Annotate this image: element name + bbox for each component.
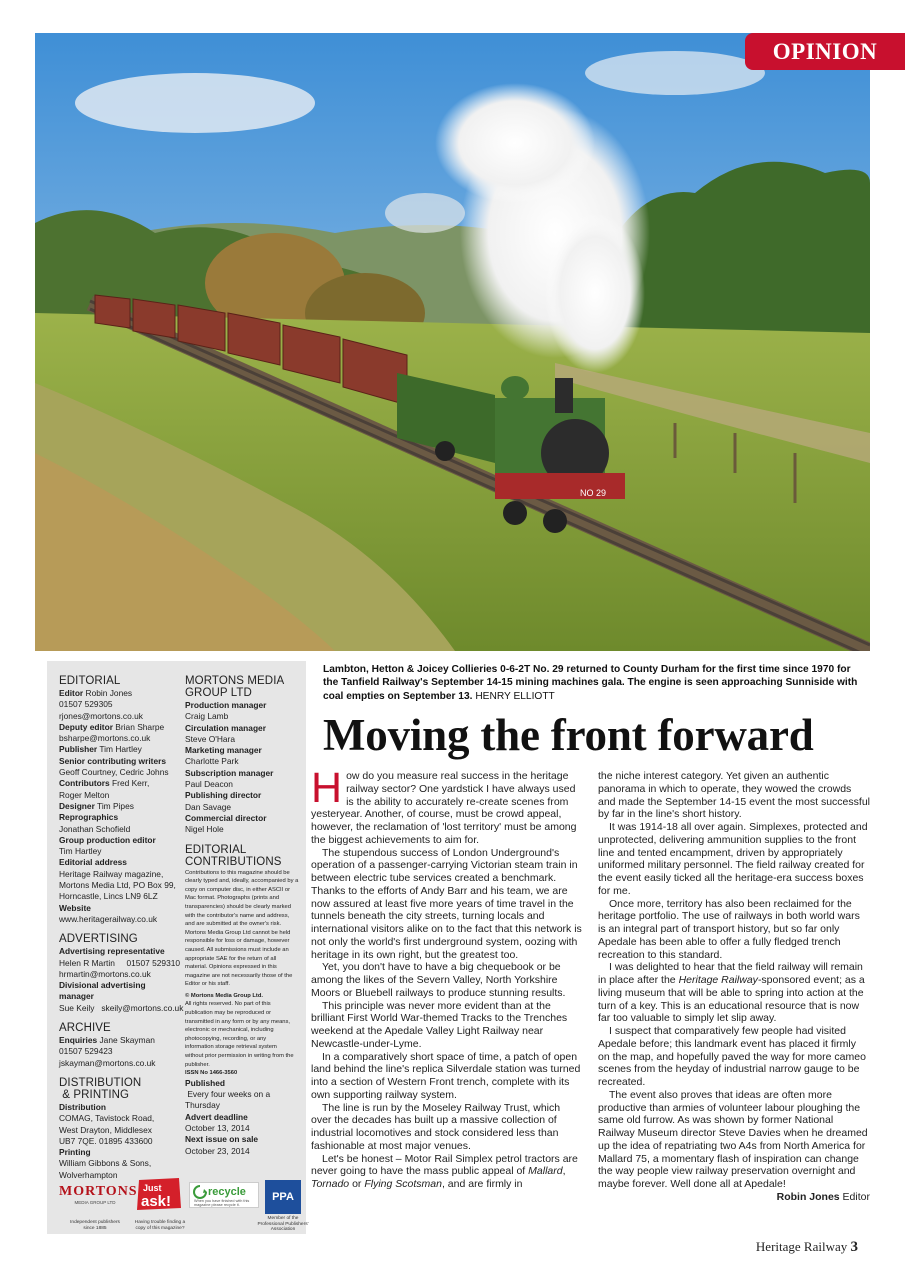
mortons-logo xyxy=(59,1184,138,1205)
masthead-line xyxy=(59,824,181,835)
masthead-value: October 23, 2014 xyxy=(185,1145,250,1156)
contributions-heading xyxy=(185,844,303,868)
masthead-label: Designer xyxy=(59,800,95,811)
masthead-label: Website xyxy=(59,902,91,913)
masthead-value: Horncastle, Lincs LN9 6LZ xyxy=(59,891,158,902)
col2-p4-magazine: Heritage Railway xyxy=(678,974,758,986)
masthead-value: Nigel Hole xyxy=(185,824,224,835)
masthead-line xyxy=(185,1146,303,1157)
masthead-line xyxy=(59,869,181,880)
masthead-value: Roger Melton xyxy=(59,789,110,800)
col1-last-tornado: Tornado xyxy=(311,1178,350,1190)
publisher-logos xyxy=(59,1178,309,1233)
editorial-lines xyxy=(59,688,181,925)
just-ask-tagline xyxy=(133,1220,187,1231)
masthead-value: Wolverhampton xyxy=(59,1169,118,1180)
small-print-line: Contributions to this magazine should be xyxy=(185,869,290,876)
masthead-value: Jane Skayman xyxy=(97,1035,155,1046)
masthead-line xyxy=(185,745,303,756)
ppa-tagline-1: Member of the xyxy=(267,1216,299,1221)
masthead-value: Paul Deacon xyxy=(185,779,233,790)
small-print-line: with the contributor's name and address, xyxy=(185,912,290,919)
page-number: 3 xyxy=(850,1239,858,1255)
mortons-tagline xyxy=(59,1220,131,1231)
small-print-line: transmitted in any form or by any means, xyxy=(185,1018,291,1025)
col2-p4-b: -sponsored event; as a living museum that will be able to spring into action at the turn of a key. This is an educational resource that is now far too valuable to simply let slip away. xyxy=(598,974,865,1025)
mortons-logo-sub: MEDIA GROUP LTD xyxy=(74,1200,116,1205)
small-print-line: responsible for loss or damage, however xyxy=(185,938,290,945)
masthead-label: Publishing director xyxy=(185,790,262,801)
small-print-line: caused. All submissions must include an xyxy=(185,946,289,953)
masthead-line xyxy=(59,980,181,991)
masthead-line xyxy=(185,1112,303,1123)
masthead-line xyxy=(185,723,303,734)
masthead-line xyxy=(59,1058,181,1069)
masthead-line xyxy=(185,824,303,835)
masthead-label: manager xyxy=(59,991,94,1002)
magazine-name: Heritage Railway xyxy=(755,1239,848,1254)
section-tab-opinion: OPINION xyxy=(745,33,905,70)
masthead-line xyxy=(59,688,181,699)
masthead-label: Marketing manager xyxy=(185,745,262,756)
masthead-value: COMAG, Tavistock Road, xyxy=(59,1113,155,1124)
masthead-label: Commercial director xyxy=(185,812,267,823)
author-name: Robin Jones xyxy=(776,1190,840,1203)
small-print-line: publisher. xyxy=(185,1061,210,1068)
issn: ISSN No 1466-3560 xyxy=(185,1070,238,1077)
small-print-line: information storage retrieval system xyxy=(185,1044,277,1051)
ppa-tagline-2: Professional Publishers' xyxy=(257,1221,309,1227)
article-column-2 xyxy=(598,770,870,1204)
masthead-value: Thursday xyxy=(185,1100,220,1111)
small-print-line: clearly typed and, ideally, accompanied by a xyxy=(185,878,299,885)
masthead-line xyxy=(59,1102,181,1113)
masthead-line xyxy=(59,991,181,1002)
recycle-logo xyxy=(189,1182,259,1208)
article-paragraph: It was 1914-18 all over again. Simplexes, protected and unprotected, delivering ammunition supplies to the front line and tented encampment, driven by appropriately uniformed military personnel. The field railway created for the event easily ticked all the heritage-era success boxes for me. xyxy=(598,821,868,897)
masthead-value: hrmartin@mortons.co.uk xyxy=(59,968,151,979)
masthead-value: Craig Lamb xyxy=(185,711,229,722)
masthead-value: Tim Hartley xyxy=(59,846,102,857)
masthead-sidebar xyxy=(47,661,309,1234)
masthead-line xyxy=(59,846,181,857)
masthead-line xyxy=(59,857,181,868)
article-paragraph: Yet, you don't have to have a big chequebook or be among the likes of the Severn Valley, North Yorkshire Moors or Bluebell railways to produce stunning results. xyxy=(311,961,566,999)
photo-caption xyxy=(323,663,863,703)
masthead-line xyxy=(59,711,181,722)
masthead-value: bsharpe@mortons.co.uk xyxy=(59,733,151,744)
distribution-heading-line-1: DISTRIBUTION xyxy=(59,1076,142,1089)
small-print-line: without prior permission in writing from the xyxy=(185,1053,294,1060)
masthead-value: Mortons Media Ltd, PO Box 99, xyxy=(59,880,176,891)
masthead-label: Production manager xyxy=(185,700,267,710)
small-print-line: Mortons Media Group Ltd cannot be held xyxy=(185,929,291,936)
contributions-heading-line-1: EDITORIAL xyxy=(185,843,247,856)
contributions-policy xyxy=(185,869,303,989)
mortons-tagline-1: Independent publishers xyxy=(70,1220,120,1225)
masthead-line xyxy=(59,891,181,902)
group-heading-line-2: GROUP LTD xyxy=(185,687,252,699)
masthead-value: www.heritagerailway.co.uk xyxy=(59,913,158,924)
masthead-label: Advert deadline xyxy=(185,1111,248,1122)
masthead-line xyxy=(59,914,181,925)
masthead-value: Every four weeks on a xyxy=(185,1089,271,1100)
just-ask-tagline-2: copy of this magazine? xyxy=(135,1225,185,1231)
masthead-value: Tim Pipes xyxy=(94,800,134,811)
masthead-label: Divisional advertising xyxy=(59,980,146,991)
masthead-label: Printing xyxy=(59,1147,91,1158)
sidebar-left-column xyxy=(59,667,184,1181)
masthead-line xyxy=(59,733,181,744)
masthead-line xyxy=(59,880,181,891)
masthead-line xyxy=(59,790,181,801)
column-2-first-paragraph: the niche interest category. Yet given an authentic panorama in which to operate, they wowed the crowds and made the September 14-15 event the most successful by far in the line's short history. xyxy=(598,770,870,821)
masthead-line xyxy=(59,756,181,767)
masthead-line xyxy=(59,958,181,969)
masthead-value: rjones@mortons.co.uk xyxy=(59,710,143,721)
group-heading xyxy=(185,675,303,699)
small-print-line: copy on computer disc, in either ASCII or xyxy=(185,886,291,893)
masthead-value: 01507 529423 xyxy=(59,1046,113,1057)
ppa-tagline xyxy=(255,1216,311,1233)
masthead-line xyxy=(59,1125,181,1136)
masthead-value: West Drayton, Middlesex xyxy=(59,1124,152,1135)
small-print-line: Mac format. Photographs (prints and xyxy=(185,895,280,902)
masthead-line xyxy=(59,1035,181,1046)
masthead-line xyxy=(59,744,181,755)
contributions-heading-line-2: CONTRIBUTIONS xyxy=(185,855,282,868)
masthead-line xyxy=(185,802,303,813)
recycle-logo-text: recycle xyxy=(208,1186,246,1198)
author-signature xyxy=(598,1191,870,1204)
masthead-label: Enquiries xyxy=(59,1035,98,1046)
copyright-notice: © Mortons Media Group Ltd. xyxy=(185,992,264,999)
small-print-line: magazine are not necessarily those of the xyxy=(185,972,293,979)
article-headline: Moving the front forward xyxy=(323,710,814,760)
advertising-heading: ADVERTISING xyxy=(59,933,138,946)
masthead-label: Advertising representative xyxy=(59,946,165,957)
small-print-line: All rights reserved. No part of this xyxy=(185,1001,271,1008)
masthead-line xyxy=(59,969,181,980)
masthead-value: Geoff Courtney, Cedric Johns xyxy=(59,767,169,778)
steam-locomotive-photo-icon xyxy=(35,33,870,651)
photo-credit: HENRY ELLIOTT xyxy=(472,690,555,702)
masthead-label: Next issue on sale xyxy=(185,1134,259,1145)
masthead-line xyxy=(185,779,303,790)
masthead-line xyxy=(59,1002,184,1014)
small-print-line: electronic or mechanical, including xyxy=(185,1027,274,1034)
distribution-heading-line-2: & PRINTING xyxy=(59,1088,130,1101)
article-paragraph: The stupendous success of London Underground's operation of a passenger-carrying Victorian steam train in between electric tube services created a benchmark. Thanks to the efforts of Andy Barr and his team, we are now assured at least five more years of time travel in the tunnels beneath the city streets, turning locals and international visitors alike on to the fact that this network is not only the world's first underground system, oozing with heritage in its own right, but the greatest too. xyxy=(311,846,582,961)
masthead-line xyxy=(59,1147,181,1158)
small-print-line: transparencies) should be clearly marked xyxy=(185,903,292,910)
masthead-value: Brian Sharpe xyxy=(112,721,165,732)
masthead-line xyxy=(59,699,181,710)
masthead-line xyxy=(59,1136,181,1147)
article-paragraph: The line is run by the Moseley Railway Trust, which over the decades has built up a massive collection of industrial locomotives and stock considered less than fashionable at most major venues. xyxy=(311,1101,561,1152)
masthead-line xyxy=(185,1078,303,1101)
masthead-value: Sue Keily skeily@mortons.co.uk xyxy=(59,1002,184,1013)
masthead-value: UB7 7QE. 01895 433600 xyxy=(59,1135,153,1146)
page-footer xyxy=(756,1239,858,1256)
masthead-line xyxy=(59,1158,181,1169)
group-heading-line-1: MORTONS MEDIA xyxy=(185,675,285,687)
masthead-value: Dan Savage xyxy=(185,801,232,812)
column-2-paragraphs xyxy=(598,821,870,961)
col2-p4-a: I was delighted to hear that the field railway will remain in place after the xyxy=(598,961,863,986)
masthead-line xyxy=(59,1113,181,1124)
col1-last-flying-scotsman: Flying Scotsman xyxy=(364,1178,442,1190)
masthead-label: Editorial address xyxy=(59,857,127,868)
cover-photo xyxy=(35,33,870,651)
masthead-line xyxy=(185,1123,303,1134)
svg-text:Just: Just xyxy=(143,1183,162,1193)
sidebar-right-column xyxy=(185,667,303,1157)
col1-last-mallard: Mallard xyxy=(528,1165,563,1178)
masthead-label: Deputy editor xyxy=(59,721,113,732)
col1-last-b: , xyxy=(562,1165,566,1178)
masthead-line xyxy=(185,813,303,824)
distribution-heading xyxy=(59,1077,181,1101)
masthead-value: 01507 529305 xyxy=(59,699,113,710)
caption-text: Lambton, Hetton & Joicey Collieries 0-6-2T No. 29 returned to County Durham for the first time since 1970 for the Tanfield Railway's September 14-15 mining machines gala. The engine is seen approaching Sunniside with coal empties on September 13. xyxy=(323,664,858,702)
article-paragraph: Once more, territory has also been reclaimed for the heritage portfolio. The use of railways in both world wars is an integral part of transport history, but so far only Apedale has been able to offer a fully fledged trench recreation to this standard. xyxy=(598,897,860,961)
masthead-value: Steve O'Hara xyxy=(185,733,236,744)
masthead-line xyxy=(59,812,181,823)
masthead-line xyxy=(59,903,181,914)
masthead-value: William Gibbons & Sons, xyxy=(59,1158,152,1169)
small-print-line: material. Opinions expressed in this xyxy=(185,964,277,971)
masthead-line xyxy=(59,835,181,846)
advertising-lines xyxy=(59,946,184,1014)
masthead-value: Jonathan Schofield xyxy=(59,823,131,834)
mortons-logo-text: MORTONS xyxy=(59,1184,138,1199)
masthead-line xyxy=(185,734,303,745)
masthead-label: Contributors xyxy=(59,778,110,789)
drop-cap: H xyxy=(311,764,343,812)
recycle-logo-sub: When you have finished with this magazine please recycle it. xyxy=(194,1199,250,1207)
masthead-line xyxy=(59,778,181,789)
just-ask-tagline-1: Having trouble finding a xyxy=(134,1220,186,1225)
masthead-line xyxy=(185,790,303,801)
col1-last-a: Let's be honest – Motor Rail Simplex petrol tractors are never going to have the mass public appeal of xyxy=(311,1152,578,1178)
loco-number: NO 29 xyxy=(580,488,607,498)
masthead-line xyxy=(185,711,303,722)
masthead-value: Heritage Railway magazine, xyxy=(59,868,164,879)
masthead-line xyxy=(185,1100,303,1111)
masthead-label: Group production editor xyxy=(59,834,156,845)
column-2-sponsor-paragraph xyxy=(598,961,870,1025)
masthead-line xyxy=(59,722,181,733)
publish-lines xyxy=(185,1078,303,1157)
archive-heading: ARCHIVE xyxy=(59,1022,111,1035)
editorial-heading: EDITORIAL xyxy=(59,675,121,687)
masthead-line xyxy=(185,1134,303,1145)
masthead-line xyxy=(185,756,303,767)
small-print-line: Editor or his staff. xyxy=(185,981,230,988)
masthead-value: jskayman@mortons.co.uk xyxy=(59,1057,156,1068)
column-2-rest-paragraphs xyxy=(598,1025,870,1191)
article-paragraph: In a comparatively short space of time, a patch of open land behind the line's replica Silverdale station was turned into a section of Western Front trench, complete with its own supporting railway system. xyxy=(311,1050,581,1101)
masthead-label: Senior contributing writers xyxy=(59,755,167,766)
column-1-last-paragraph xyxy=(311,1153,583,1191)
masthead-value: Tim Hartley xyxy=(97,744,142,755)
small-print-line: publication may be reproduced or xyxy=(185,1010,272,1017)
article-paragraph: ow do you measure real success in the heritage railway sector? One yardstick I have always used is the ability to accurately re-create scenes from yesteryear. Another, of course, must be crowd appeal, however, the reclamation of 'lost territory' must be among the biggest achievements to aim for. xyxy=(311,770,577,846)
masthead-label: Editor xyxy=(59,688,84,698)
masthead-label: Circulation manager xyxy=(185,722,266,733)
masthead-label: Distribution xyxy=(59,1101,106,1112)
ppa-logo: PPA xyxy=(265,1180,301,1214)
article-paragraph: I suspect that comparatively few people had visited Apedale before; this landmark event has placed it firmly on the map, and hopefully paved the way for more cameo scenes from the heyday of industrial narrow gauge to be recreated. xyxy=(598,1025,866,1088)
small-print-line: and are submitted at the owner's risk. xyxy=(185,921,282,928)
masthead-value: Helen R Martin 01507 529310 xyxy=(59,957,181,968)
small-print-line: appropriate SAE for the return of all xyxy=(185,955,277,962)
article-column-1 xyxy=(311,764,583,1191)
author-role: Editor xyxy=(839,1190,870,1203)
masthead-line xyxy=(59,801,181,812)
masthead-label: Published xyxy=(185,1077,226,1088)
masthead-value: Fred Kerr, xyxy=(109,778,150,789)
archive-lines xyxy=(59,1035,181,1069)
column-1-paragraphs xyxy=(311,764,583,1153)
ppa-tagline-3: Association xyxy=(270,1227,296,1233)
masthead-line xyxy=(59,1046,181,1057)
col1-last-c: or xyxy=(349,1178,365,1190)
mortons-tagline-2: since 1885 xyxy=(83,1225,107,1231)
group-lines xyxy=(185,700,303,836)
masthead-label: Subscription manager xyxy=(185,767,274,778)
masthead-label: Reprographics xyxy=(59,812,119,823)
distribution-lines xyxy=(59,1102,181,1181)
masthead-line xyxy=(185,768,303,779)
col1-last-d: , and are firmly in xyxy=(441,1178,523,1190)
masthead-line xyxy=(59,767,181,778)
article-paragraph: The event also proves that ideas are often more productive than armies of volunteer labour ploughing the same old furrow. As was shown by former National Railway Museum director Steve Davies when he dreamed up the idea of repatriating two A4s from North America for Mallard 75, a momentary flash of inspiration can change the way people view railway preservation overnight and maybe forever. Well done all at Apedale! xyxy=(598,1088,868,1190)
just-ask-logo-icon xyxy=(135,1178,183,1210)
masthead-value: Charlotte Park xyxy=(185,756,239,767)
masthead-line xyxy=(185,700,303,711)
masthead-value: October 13, 2014 xyxy=(185,1123,250,1133)
copyright-lines xyxy=(185,1000,303,1069)
recycle-icon xyxy=(193,1185,207,1199)
masthead-value: Robin Jones xyxy=(83,688,133,698)
masthead-label: Publisher xyxy=(59,744,98,755)
svg-text:ask!: ask! xyxy=(141,1193,172,1210)
small-print-line: photocopying, recording, or any xyxy=(185,1035,267,1042)
article-paragraph: This principle was never more evident than at the brilliant First World War-themed Tracks to the Trenches weekend at the Apedale Valley Light Railway near Newcastle-under-Lyme. xyxy=(311,999,568,1050)
masthead-line xyxy=(59,946,181,957)
